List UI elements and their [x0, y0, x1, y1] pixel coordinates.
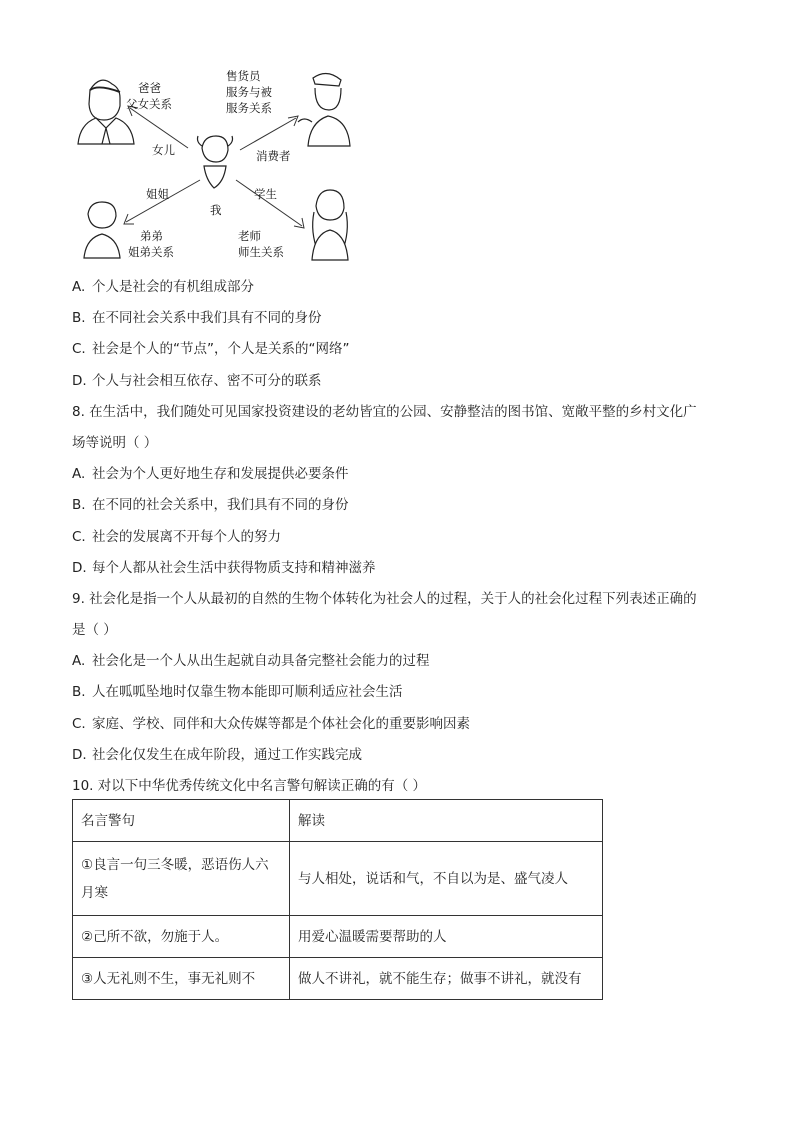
q7-option-d — [72, 366, 732, 397]
option-text: 社会为个人更好地生存和发展提供必要条件 — [92, 466, 349, 483]
social-relations-figure — [70, 62, 370, 268]
option-text: 人在呱呱坠地时仅靠生物本能即可顺利适应社会生活 — [92, 684, 403, 701]
label-me: 我 — [210, 203, 222, 217]
q7-option-b — [72, 303, 732, 334]
brother-illustration — [84, 202, 120, 258]
option-letter: C. — [72, 715, 86, 732]
q9-stem-line2: 是（ ） — [72, 622, 117, 639]
girl-illustration — [198, 136, 233, 188]
quote-cell: ③人无礼则不生，事无礼则不 — [73, 958, 290, 1000]
label-seller: 售货员 — [226, 69, 261, 83]
reading-cell: 与人相处，说话和气，不自以为是、盛气凌人 — [290, 842, 603, 916]
option-letter: D. — [72, 559, 87, 576]
teacher-illustration — [312, 190, 348, 260]
option-text: 社会是个人的“节点”，个人是关系的“网络” — [92, 341, 350, 358]
option-text: 在不同的社会关系中，我们具有不同的身份 — [92, 497, 349, 514]
table-row — [73, 842, 603, 916]
option-text: 家庭、学校、同伴和大众传媒等都是个体社会化的重要影响因素 — [92, 715, 470, 732]
option-letter: D. — [72, 746, 87, 763]
quote-cell — [73, 842, 290, 916]
option-letter: A. — [72, 653, 86, 670]
label-dad-relation: 父女关系 — [126, 97, 172, 111]
label-daughter: 女儿 — [152, 143, 175, 157]
label-brother-relation: 姐弟关系 — [128, 245, 174, 259]
label-seller-relation-2: 服务关系 — [226, 101, 272, 115]
label-seller-relation-1: 服务与被 — [226, 85, 272, 99]
questions-block — [72, 272, 732, 802]
option-letter: B. — [72, 684, 86, 701]
q7-option-a — [72, 272, 732, 303]
quotes-table — [72, 799, 603, 1000]
q8-option-a — [72, 459, 732, 490]
q9-option-d — [72, 740, 732, 771]
option-letter: B. — [72, 310, 86, 327]
q8-option-d — [72, 553, 732, 584]
quote-line: 月寒 — [81, 884, 108, 901]
q8-stem-line2: 场等说明（ ） — [72, 434, 158, 451]
label-brother: 弟弟 — [140, 229, 163, 243]
option-letter: C. — [72, 341, 86, 358]
header-reading: 解读 — [290, 800, 603, 842]
label-teacher-relation: 师生关系 — [238, 245, 284, 259]
quote-cell: ②己所不欲，勿施于人。 — [73, 916, 290, 958]
q10-stem: 10. 对以下中华优秀传统文化中名言警句解读正确的有（ ） — [72, 778, 427, 794]
option-text: 每个人都从社会生活中获得物质支持和精神滋养 — [92, 559, 376, 576]
table-header-row — [73, 800, 603, 842]
option-text: 在不同社会关系中我们具有不同的身份 — [92, 310, 322, 327]
label-student: 学生 — [254, 187, 277, 201]
label-consumer: 消费者 — [256, 149, 291, 163]
header-quote: 名言警句 — [73, 800, 290, 842]
seller-illustration — [298, 73, 350, 146]
label-dad: 爸爸 — [138, 81, 161, 95]
quote-line: ①良言一句三冬暖，恶语伤人六 — [81, 856, 269, 873]
option-text: 个人是社会的有机组成部分 — [92, 279, 254, 295]
q8-stem-line1: 8. 在生活中，我们随处可见国家投资建设的老幼皆宜的公园、安静整洁的图书馆、宽敞平整的乡村文化广 — [72, 403, 697, 420]
option-text: 社会的发展离不开每个人的努力 — [92, 528, 281, 545]
option-letter: A. — [72, 466, 86, 483]
figure-drawing — [70, 62, 370, 268]
label-teacher: 老师 — [238, 229, 261, 243]
table-row — [73, 958, 603, 1000]
option-text: 社会化是一个人从出生起就自动具备完整社会能力的过程 — [92, 653, 430, 670]
option-letter: A. — [72, 279, 86, 295]
option-letter: D. — [72, 372, 87, 389]
q7-option-c — [72, 334, 732, 365]
q8-option-c — [72, 522, 732, 553]
q8-option-b — [72, 490, 732, 521]
option-letter: C. — [72, 528, 86, 545]
q9-stem-line1: 9. 社会化是指一个人从最初的自然的生物个体转化为社会人的过程，关于人的社会化过程下列表述正确的 — [72, 590, 697, 607]
table-row — [73, 916, 603, 958]
option-text: 个人与社会相互依存、密不可分的联系 — [92, 372, 322, 389]
q9-option-a — [72, 646, 732, 677]
q9-option-b — [72, 677, 732, 708]
dad-illustration — [78, 80, 134, 144]
reading-cell: 用爱心温暖需要帮助的人 — [290, 916, 603, 958]
option-text: 社会化仅发生在成年阶段，通过工作实践完成 — [92, 746, 362, 763]
reading-cell: 做人不讲礼，就不能生存；做事不讲礼，就没有 — [290, 958, 603, 1000]
q9-option-c — [72, 709, 732, 740]
option-letter: B. — [72, 497, 86, 514]
label-sister: 姐姐 — [146, 187, 169, 201]
